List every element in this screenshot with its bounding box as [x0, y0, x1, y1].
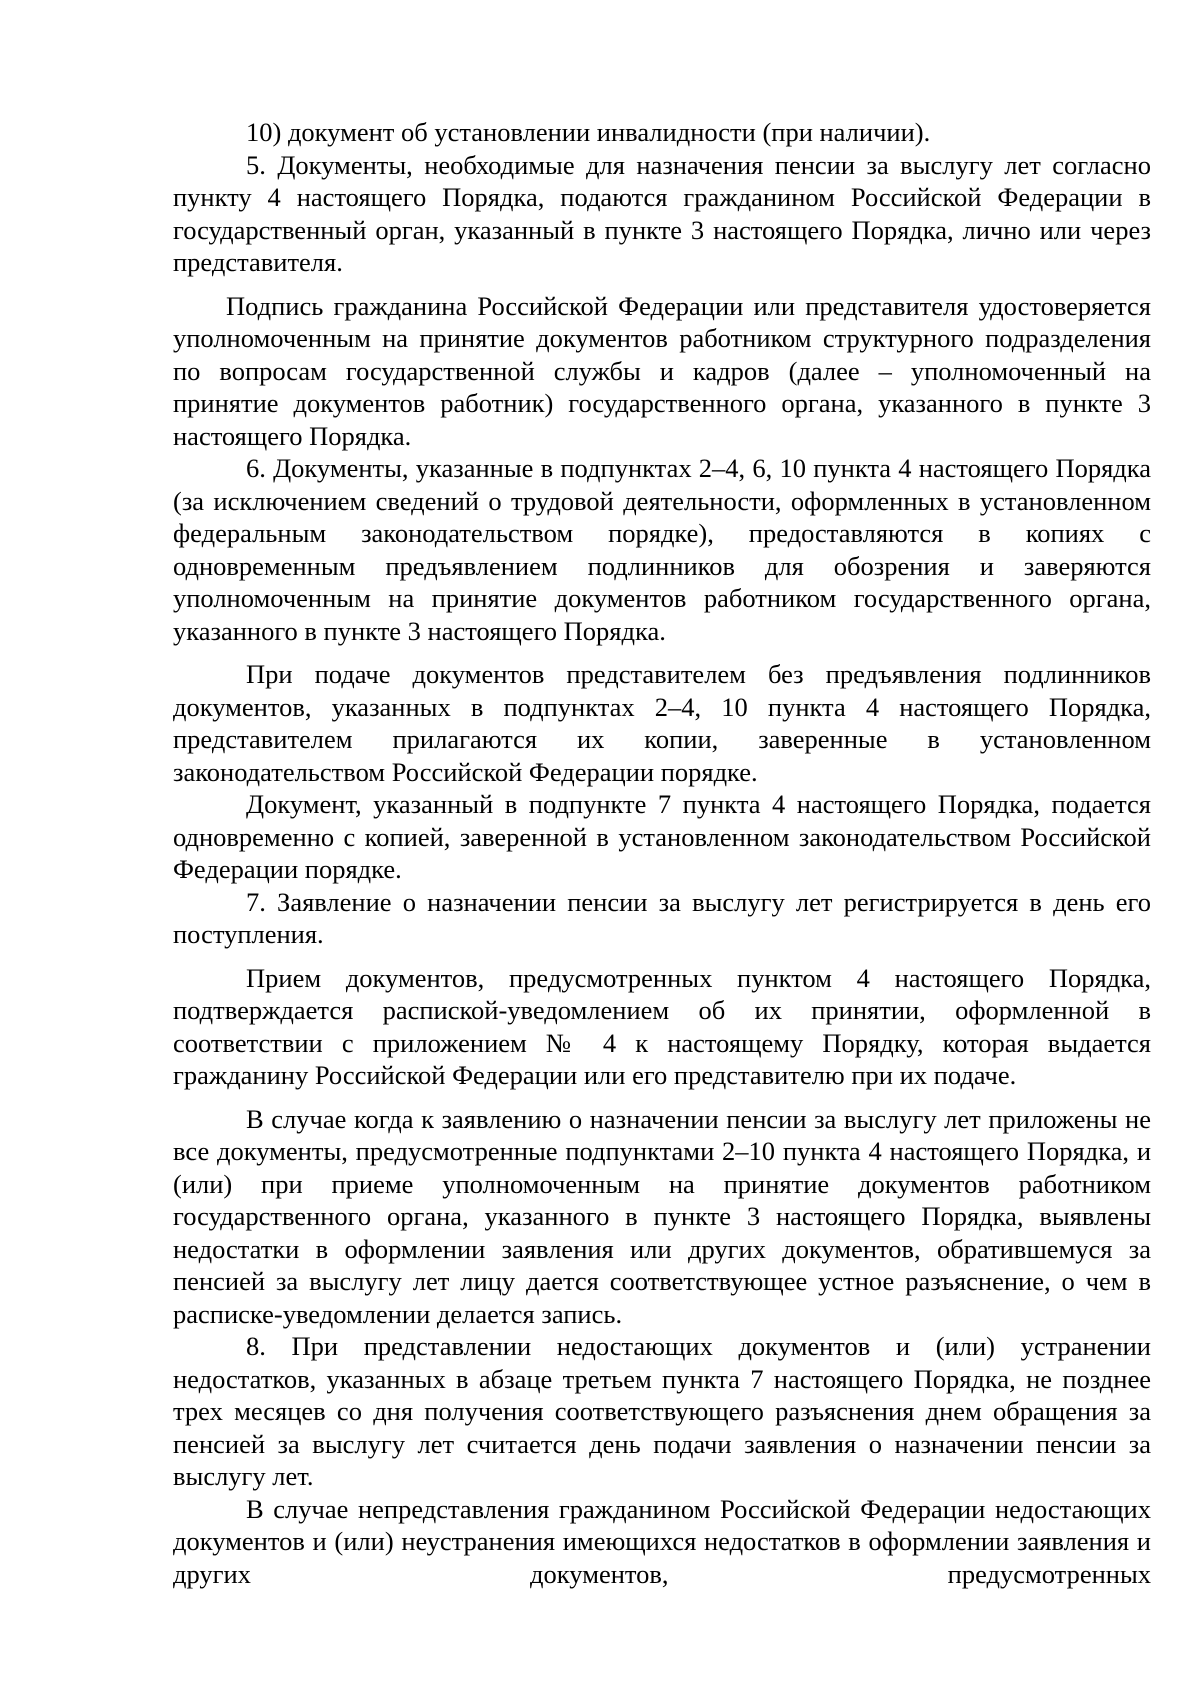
paragraph-nonsubmission: В случае непредставления гражданином Российской Федерации недостающих документов и (или) неустранения имеющихся недостатков в оформлении заявления и других документов, предусмотренных	[173, 1493, 1151, 1589]
paragraph-signature: Подпись гражданина Российской Федерации или представителя удостоверяется уполномоченным на принятие документов работником структурного подразделения по вопросам государственной службы и кадров (далее – уполномоченный на принятие документов работник) государственного органа, указанного в пункте 3 настоящего Порядка.	[173, 290, 1151, 451]
paragraph-receipt-notification: Прием документов, предусмотренных пунктом 4 настоящего Порядка, подтверждается распиской-уведомлением об их принятии, оформленной в соответствии с приложением № 4 к настоящему Порядку, которая выдается гражданину Российской Федерации или его представителю при их подаче.	[173, 962, 1151, 1090]
document-body	[173, 116, 1151, 1590]
paragraph-point-6: 6. Документы, указанные в подпунктах 2–4, 6, 10 пункта 4 настоящего Порядка (за исключением сведений о трудовой деятельности, оформленных в установленном федеральным законодательством порядке), предоставляются в копиях с одновременным предъявлением подлинников для обозрения и заверяются уполномоченным на принятие документов работником государственного органа, указанного в пункте 3 настоящего Порядка.	[173, 453, 1151, 646]
paragraph-point-8: 8. При представлении недостающих документов и (или) устранении недостатков, указанных в абзаце третьем пункта 7 настоящего Порядка, не позднее трех месяцев со дня получения соответствующего разъяснения днем обращения за пенсией за выслугу лет считается день подачи заявления о назначении пенсии за выслугу лет.	[173, 1331, 1151, 1491]
paragraph-representative-copies: При подаче документов представителем без предъявления подлинников документов, указанных в подпунктах 2–4, 10 пункта 4 настоящего Порядка, представителем прилагаются их копии, заверенные в установленном законодательством Российской Федерации порядке.	[173, 659, 1151, 787]
paragraph-incomplete-documents: В случае когда к заявлению о назначении пенсии за выслугу лет приложены не все документы, предусмотренные подпунктами 2–10 пункта 4 настоящего Порядка, и (или) при приеме уполномоченным на принятие документов работником государственного органа, указанного в пункте 3 настоящего Порядка, выявлены недостатки в оформлении заявления или других документов, обратившемуся за пенсией за выслугу лет лицу дается соответствующее устное разъяснение, о чем в расписке-уведомлении делается запись.	[173, 1103, 1151, 1329]
paragraph-document-subitem-7: Документ, указанный в подпункте 7 пункта 4 настоящего Порядка, подается одновременно с копией, заверенной в установленном законодательством Российской Федерации порядке.	[173, 789, 1151, 884]
paragraph-item-10: 10) документ об установлении инвалидности (при наличии).	[246, 117, 931, 147]
paragraph-point-7: 7. Заявление о назначении пенсии за выслугу лет регистрируется в день его поступления.	[173, 886, 1151, 949]
paragraph-point-5: 5. Документы, необходимые для назначения пенсии за выслугу лет согласно пункту 4 настоящего Порядка, подаются гражданином Российской Федерации в государственный орган, указанный в пункте 3 настоящего Порядка, лично или через представителя.	[173, 149, 1151, 277]
